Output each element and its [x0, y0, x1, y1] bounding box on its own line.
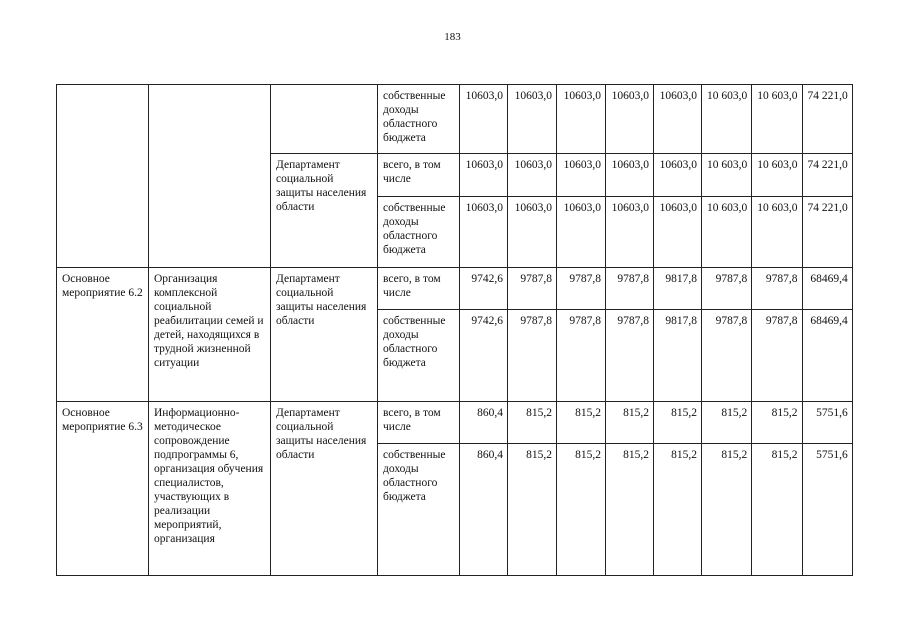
- value-cell: 74 221,0: [802, 85, 852, 154]
- name-cell: Информационно-методическое сопровождение подпрограммы 6, организация обучения специалистов, участвующих в реализации мероприятий, организация: [149, 402, 271, 576]
- value-cell: 815,2: [752, 444, 802, 576]
- value-cell: 9787,8: [508, 268, 557, 310]
- value-cell: 10603,0: [557, 85, 606, 154]
- value-cell: 10 603,0: [752, 197, 802, 268]
- value-cell: 5751,6: [802, 444, 852, 576]
- value-cell: 815,2: [557, 444, 606, 576]
- value-cell: 10603,0: [460, 197, 508, 268]
- source-cell: собственные доходы областного бюджета: [378, 444, 460, 576]
- value-cell: 10603,0: [606, 154, 654, 197]
- source-cell: всего, в том числе: [378, 268, 460, 310]
- value-cell: 815,2: [508, 402, 557, 444]
- executor-cell: [271, 85, 378, 154]
- executor-cell: Департамент социальной защиты населения области: [271, 154, 378, 268]
- value-cell: 68469,4: [802, 268, 852, 310]
- value-cell: 10603,0: [654, 197, 702, 268]
- value-cell: 10603,0: [557, 154, 606, 197]
- value-cell: 10603,0: [460, 154, 508, 197]
- table-row: [57, 268, 853, 310]
- value-cell: 815,2: [557, 402, 606, 444]
- value-cell: 10603,0: [606, 197, 654, 268]
- value-cell: 860,4: [460, 444, 508, 576]
- value-cell: 9742,6: [460, 310, 508, 402]
- source-cell: собственные доходы областного бюджета: [378, 310, 460, 402]
- value-cell: 815,2: [702, 444, 752, 576]
- value-cell: 9787,8: [606, 268, 654, 310]
- value-cell: 10603,0: [508, 154, 557, 197]
- event-cell: [57, 85, 149, 268]
- value-cell: 9742,6: [460, 268, 508, 310]
- value-cell: 815,2: [606, 402, 654, 444]
- value-cell: 10603,0: [557, 197, 606, 268]
- value-cell: 9787,8: [752, 310, 802, 402]
- value-cell: 10603,0: [460, 85, 508, 154]
- value-cell: 10603,0: [508, 197, 557, 268]
- value-cell: 815,2: [606, 444, 654, 576]
- value-cell: 10603,0: [654, 85, 702, 154]
- executor-cell: Департамент социальной защиты населения области: [271, 268, 378, 402]
- table-row: [57, 402, 853, 444]
- value-cell: 9787,8: [606, 310, 654, 402]
- value-cell: 9817,8: [654, 310, 702, 402]
- value-cell: 815,2: [508, 444, 557, 576]
- event-cell: Основное мероприятие 6.2: [57, 268, 149, 402]
- value-cell: 10 603,0: [752, 85, 802, 154]
- value-cell: 10603,0: [606, 85, 654, 154]
- event-cell: Основное мероприятие 6.3: [57, 402, 149, 576]
- value-cell: 5751,6: [802, 402, 852, 444]
- value-cell: 9787,8: [702, 310, 752, 402]
- value-cell: 9787,8: [508, 310, 557, 402]
- name-cell: Организация комплексной социальной реабилитации семей и детей, находящихся в трудной жизненной ситуации: [149, 268, 271, 402]
- value-cell: 9787,8: [557, 310, 606, 402]
- value-cell: 10 603,0: [702, 85, 752, 154]
- page-number: 183: [444, 31, 461, 43]
- value-cell: 815,2: [702, 402, 752, 444]
- value-cell: 74 221,0: [802, 154, 852, 197]
- source-cell: собственные доходы областного бюджета: [378, 197, 460, 268]
- source-cell: всего, в том числе: [378, 154, 460, 197]
- name-cell: [149, 85, 271, 268]
- source-cell: собственные доходы областного бюджета: [378, 85, 460, 154]
- value-cell: 815,2: [752, 402, 802, 444]
- source-cell: всего, в том числе: [378, 402, 460, 444]
- value-cell: 9787,8: [557, 268, 606, 310]
- value-cell: 9787,8: [752, 268, 802, 310]
- value-cell: 68469,4: [802, 310, 852, 402]
- value-cell: 10603,0: [508, 85, 557, 154]
- value-cell: 860,4: [460, 402, 508, 444]
- value-cell: 74 221,0: [802, 197, 852, 268]
- value-cell: 10 603,0: [702, 154, 752, 197]
- value-cell: 9787,8: [702, 268, 752, 310]
- value-cell: 815,2: [654, 444, 702, 576]
- executor-cell: Департамент социальной защиты населения области: [271, 402, 378, 576]
- budget-table: [56, 84, 853, 576]
- value-cell: 10 603,0: [752, 154, 802, 197]
- value-cell: 10603,0: [654, 154, 702, 197]
- table-row: [57, 85, 853, 154]
- value-cell: 10 603,0: [702, 197, 752, 268]
- value-cell: 815,2: [654, 402, 702, 444]
- value-cell: 9817,8: [654, 268, 702, 310]
